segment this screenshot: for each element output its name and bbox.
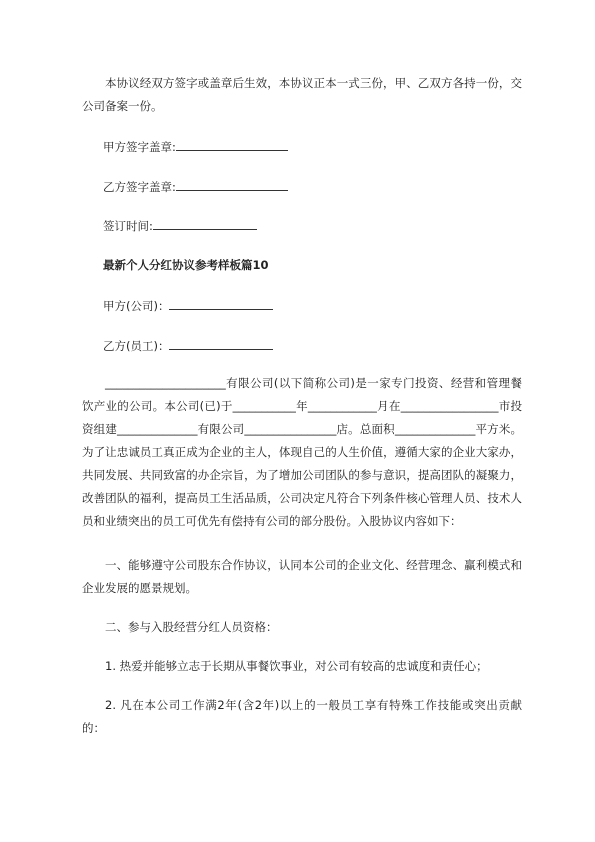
party-a-company-blank bbox=[169, 297, 273, 310]
article-two-heading: 二、参与入股经营分红人员资格： bbox=[105, 620, 278, 634]
party-a-company-line bbox=[103, 297, 273, 314]
party-a-signature-line bbox=[103, 138, 288, 155]
party-b-employee-blank bbox=[169, 337, 273, 350]
party-b-signature-line bbox=[103, 178, 288, 195]
party-a-company-label: 甲方(公司)： bbox=[103, 299, 170, 313]
party-b-signature-blank bbox=[176, 178, 288, 191]
section-title: 最新个人分红协议参考样板篇10 bbox=[103, 258, 269, 272]
company-introduction-paragraph: _____________________有限公司(以下简称公司)是一家专门投资、经营和管理餐饮产业的公司。本公司(已)于___________年____________月在_________________市投资组建______________有限公司________________店。总面积______________平方米。为了让忠诚员工真正成为企业的主人，体现自己的人生价值，遵循大家的企业大家办，共同发展、共同致富的办企宗旨，为了增加公司团队的参与意识，提高团队的凝聚力，改善团队的福利，提高员工生活品质，公司决定凡符合下列条件核心管理人员、技术人员和业绩突出的员工可优先有偿持有公司的部分股份。入股协议内容如下： bbox=[82, 376, 522, 528]
sign-date-blank bbox=[153, 217, 257, 230]
qualification-item-2: 2. 凡在本公司工作满2年(含2年)以上的一般员工享有特殊工作技能或突出贡献的： bbox=[82, 698, 522, 735]
sign-date-line bbox=[103, 217, 257, 234]
party-b-employee-line bbox=[103, 337, 273, 354]
article-one-paragraph: 一、能够遵守公司股东合作协议，认同本公司的企业文化、经营理念、赢利模式和企业发展的愿景规划。 bbox=[82, 558, 522, 595]
effectiveness-clause: 本协议经双方签字或盖章后生效，本协议正本一式三份，甲、乙双方各持一份，交公司备案一份。 bbox=[82, 76, 522, 113]
party-a-signature-label: 甲方签字盖章: bbox=[103, 140, 176, 154]
party-b-signature-label: 乙方签字盖章: bbox=[103, 180, 176, 194]
party-a-signature-blank bbox=[176, 138, 288, 151]
party-b-employee-label: 乙方(员工)： bbox=[103, 339, 170, 353]
qualification-item-1: 1. 热爱并能够立志于长期从事餐饮事业，对公司有较高的忠诚度和责任心； bbox=[105, 659, 488, 673]
sign-date-label: 签订时间: bbox=[103, 219, 153, 233]
